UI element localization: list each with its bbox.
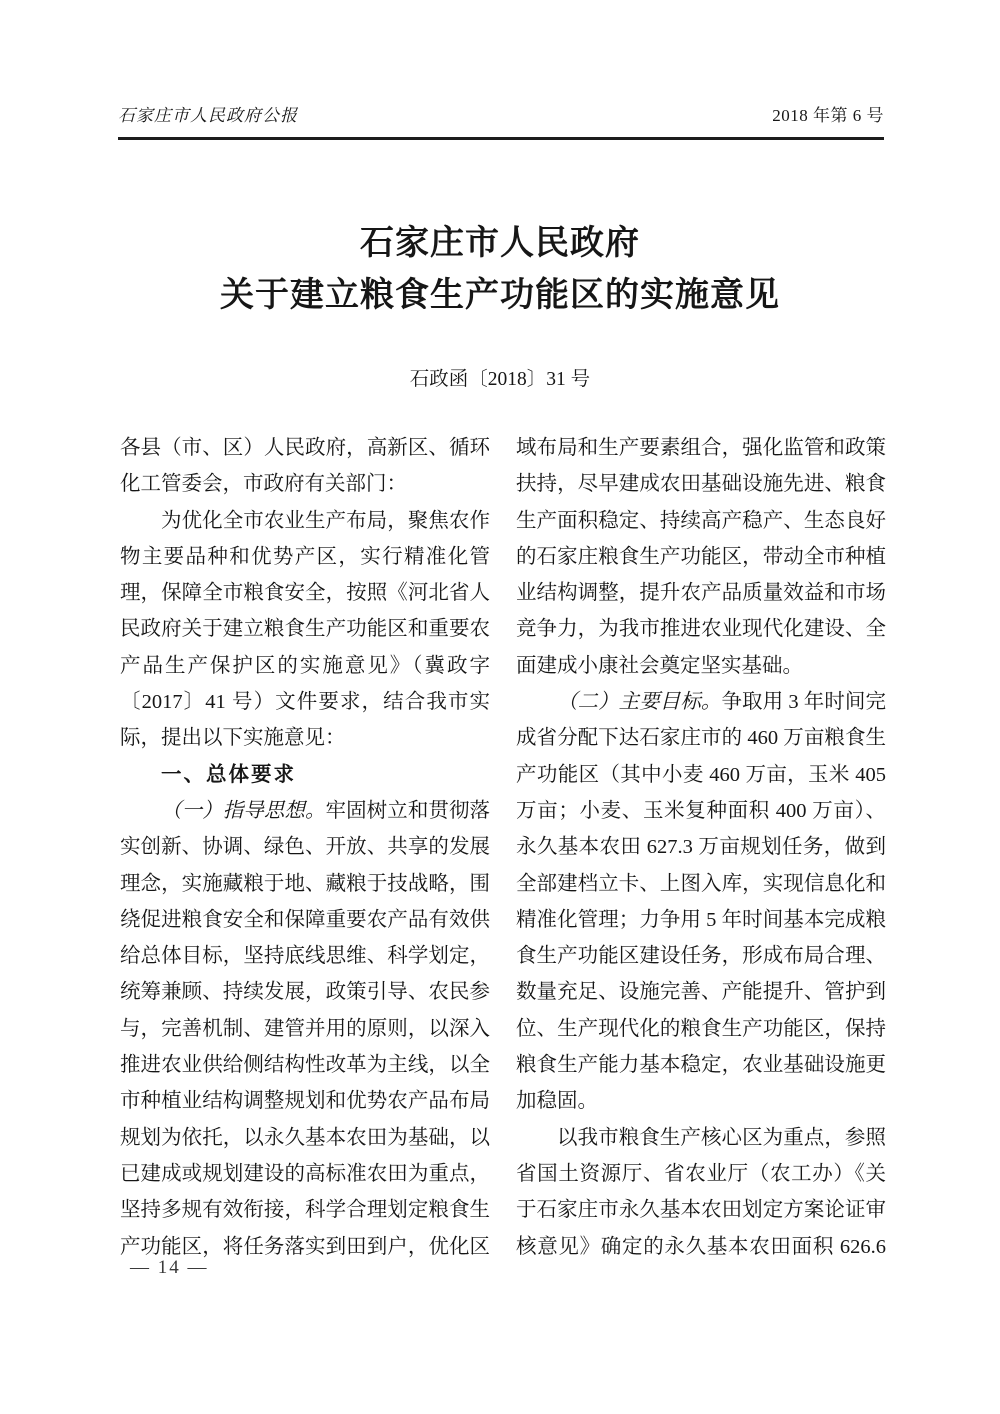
text-line: 规划为依托，以永久基本农田为基础，以	[120, 1126, 490, 1149]
text-line: 为优化全市农业生产布局，聚焦农作	[161, 509, 490, 532]
text-line: 数量充足、设施完善、产能提升、管护到	[516, 981, 886, 1004]
text-line: 理念，实施藏粮于地、藏粮于技战略，围	[120, 872, 490, 895]
text-line	[120, 793, 490, 829]
body-columns	[120, 430, 886, 1265]
text-line: 实创新、协调、绿色、开放、共享的发展	[120, 836, 490, 859]
kaiti-lead-text: （二）主要目标。	[557, 691, 722, 714]
text-line: 产功能区，将任务落实到田到户，优化区	[120, 1235, 490, 1258]
text-line: 成省分配下达石家庄市的 460 万亩粮食生	[516, 727, 886, 750]
text-line: 的石家庄粮食生产功能区，带动全市种植	[516, 545, 886, 568]
text-line: 全部建档立卡、上图入库，实现信息化和	[516, 872, 886, 895]
text-line: 理，保障全市粮食安全，按照《河北省人	[120, 582, 490, 605]
left-column	[120, 430, 490, 1265]
body-text: 牢固树立和贯彻落	[325, 799, 490, 822]
text-line: 业结构调整，提升农产品质量效益和市场	[516, 582, 886, 605]
text-line: 位、生产现代化的粮食生产功能区，保持	[516, 1017, 886, 1040]
page-number: — 14 —	[130, 1257, 209, 1278]
text-line: 精准化管理；力争用 5 年时间基本完成粮	[516, 908, 886, 931]
text-line: 竞争力，为我市推进农业现代化建设、全	[516, 618, 886, 641]
text-line: 生产面积稳定、持续高产稳产、生态良好	[516, 509, 886, 532]
text-line: 各县（市、区）人民政府，高新区、循环	[120, 437, 490, 459]
text-line: 永久基本农田 627.3 万亩规划任务，做到	[516, 836, 886, 859]
kaiti-lead-text: （一）指导思想。	[161, 799, 326, 822]
text-line: 〔2017〕41 号）文件要求，结合我市实	[120, 691, 490, 714]
text-line: 已建成或规划建设的高标准农田为重点，	[120, 1162, 490, 1185]
body-text: 争取用 3 年时间完	[721, 691, 886, 714]
text-line: 核意见》确定的永久基本农田面积 626.6	[516, 1235, 886, 1258]
issue-number: 2018 年第 6 号	[772, 106, 884, 125]
text-line: 给总体目标，坚持底线思维、科学划定，	[120, 945, 490, 968]
text-line: 域布局和生产要素组合，强化监管和政策	[516, 437, 886, 459]
right-column	[516, 430, 886, 1265]
text-line: 产品生产保护区的实施意见》（冀政字	[120, 654, 490, 677]
title-line-2: 关于建立粮食生产功能区的实施意见	[220, 277, 780, 314]
text-line	[516, 684, 886, 720]
document-title	[0, 218, 1000, 322]
text-line: 绕促进粮食安全和保障重要农产品有效供	[120, 908, 490, 931]
page-header	[118, 104, 884, 140]
text-line: 与，完善机制、建管并用的原则，以深入	[120, 1017, 490, 1040]
text-line: 省国土资源厅、省农业厅（农工办）《关	[516, 1162, 886, 1185]
text-line: 统筹兼顾、持续发展，政策引导、农民参	[120, 981, 490, 1004]
gazette-name: 石家庄市人民政府公报	[118, 106, 298, 125]
text-line: 加稳固。	[516, 1090, 598, 1113]
text-line: 面建成小康社会奠定坚实基础。	[516, 654, 803, 677]
text-line: 以我市粮食生产核心区为重点，参照	[557, 1126, 886, 1149]
text-line: 粮食生产能力基本稳定，农业基础设施更	[516, 1054, 886, 1077]
text-line: 扶持，尽早建成农田基础设施先进、粮食	[516, 473, 886, 496]
text-line: 于石家庄市永久基本农田划定方案论证审	[516, 1199, 886, 1222]
text-line: 食生产功能区建设任务，形成布局合理、	[516, 945, 886, 968]
text-line: 物主要品种和优势产区，实行精准化管	[120, 545, 490, 568]
text-line: 产功能区（其中小麦 460 万亩，玉米 405	[516, 763, 886, 786]
title-line-1: 石家庄市人民政府	[360, 225, 640, 262]
text-line: 推进农业供给侧结构性改革为主线，以全	[120, 1054, 490, 1077]
section-heading: 一、总体要求	[161, 762, 296, 786]
text-line: 坚持多规有效衔接，科学合理划定粮食生	[120, 1199, 490, 1222]
text-line: 化工管委会，市政府有关部门：	[120, 473, 407, 496]
text-line: 民政府关于建立粮食生产功能区和重要农	[120, 618, 490, 641]
text-line: 市种植业结构调整规划和优势农产品布局	[120, 1090, 490, 1113]
text-line: 际，提出以下实施意见：	[120, 727, 346, 750]
doc-number: 石政函〔2018〕31 号	[409, 369, 591, 390]
text-line: 万亩；小麦、玉米复种面积 400 万亩）、	[516, 799, 886, 822]
